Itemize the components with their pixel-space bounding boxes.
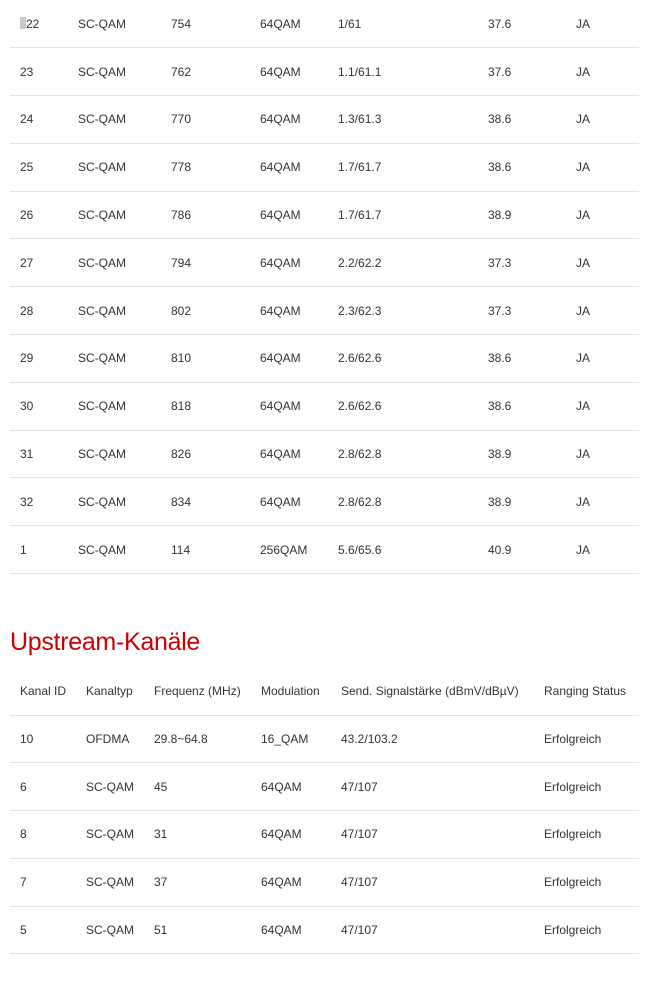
cell-channel-id: 32 xyxy=(20,494,34,509)
cell-signal-power: 1.3/61.3 xyxy=(338,112,382,127)
downstream-table-body xyxy=(10,0,639,574)
table-row xyxy=(10,715,639,763)
cell-lock-status: JA xyxy=(576,16,591,31)
cell-modulation: 64QAM xyxy=(261,827,302,842)
cell-lock-status: JA xyxy=(576,64,591,79)
cell-channel-id-text: 22 xyxy=(26,16,40,31)
cell-channel-type: SC-QAM xyxy=(78,494,126,509)
cell-frequency: 754 xyxy=(171,16,192,31)
cell-signal-power: 2.3/62.3 xyxy=(338,303,382,318)
cell-frequency: 51 xyxy=(154,923,168,938)
cell-snr: 38.6 xyxy=(488,399,512,414)
cell-channel-type: SC-QAM xyxy=(78,160,126,175)
cell-transmit-power: 43.2/103.2 xyxy=(341,731,398,746)
cell-channel-type: SC-QAM xyxy=(86,827,134,842)
cell-transmit-power: 47/107 xyxy=(341,779,378,794)
cell-channel-id: 10 xyxy=(20,731,34,746)
cell-lock-status: JA xyxy=(576,160,591,175)
cell-lock-status: JA xyxy=(576,447,591,462)
column-header-kanal-id: Kanal ID xyxy=(20,684,67,699)
cell-signal-power: 2.6/62.6 xyxy=(338,399,382,414)
cell-channel-id: 25 xyxy=(20,160,34,175)
cell-transmit-power: 47/107 xyxy=(341,923,378,938)
cell-snr: 37.3 xyxy=(488,303,512,318)
cell-channel-id: 5 xyxy=(20,923,27,938)
upstream-table-header xyxy=(10,668,639,715)
cell-modulation: 64QAM xyxy=(260,16,301,31)
upstream-channel-table xyxy=(10,668,639,954)
cell-modulation: 64QAM xyxy=(260,160,301,175)
cell-channel-id: 30 xyxy=(20,399,34,414)
cell-channel-id: 6 xyxy=(20,779,27,794)
column-header-kanaltyp: Kanaltyp xyxy=(86,684,133,699)
cell-snr: 38.6 xyxy=(488,351,512,366)
cell-channel-type: SC-QAM xyxy=(78,16,126,31)
cell-channel-id: 28 xyxy=(20,303,34,318)
table-row xyxy=(10,143,639,191)
cell-channel-type: SC-QAM xyxy=(78,255,126,270)
cell-frequency: 778 xyxy=(171,160,192,175)
cell-signal-power: 1/61 xyxy=(338,16,362,31)
cell-channel-id: 23 xyxy=(20,64,34,79)
cell-ranging-status: Erfolgreich xyxy=(544,923,602,938)
table-row xyxy=(10,430,639,478)
cell-lock-status: JA xyxy=(576,208,591,223)
table-row xyxy=(10,96,639,144)
cell-frequency: 114 xyxy=(171,542,191,557)
cell-modulation: 64QAM xyxy=(260,112,301,127)
table-row xyxy=(10,335,639,383)
downstream-channel-table xyxy=(10,0,639,574)
cell-signal-power: 2.2/62.2 xyxy=(338,255,382,270)
cell-frequency: 29.8~64.8 xyxy=(154,731,208,746)
cell-frequency: 762 xyxy=(171,64,192,79)
cell-channel-type: SC-QAM xyxy=(78,399,126,414)
cell-ranging-status: Erfolgreich xyxy=(544,731,602,746)
upstream-header-row xyxy=(10,668,639,715)
cell-modulation: 64QAM xyxy=(261,875,302,890)
cell-lock-status: JA xyxy=(576,494,591,509)
column-header-ranging-status: Ranging Status xyxy=(544,684,627,699)
table-row xyxy=(10,526,639,574)
cell-lock-status: JA xyxy=(576,303,591,318)
cell-signal-power: 1.1/61.1 xyxy=(338,64,382,79)
cell-frequency: 45 xyxy=(154,779,168,794)
cell-modulation: 64QAM xyxy=(260,255,301,270)
cell-channel-type: SC-QAM xyxy=(78,542,126,557)
cell-channel-id: 27 xyxy=(20,255,34,270)
cell-channel-id: 8 xyxy=(20,827,27,842)
cell-frequency: 802 xyxy=(171,303,192,318)
table-row xyxy=(10,191,639,239)
cell-channel-id xyxy=(10,0,78,48)
upstream-section-title: Upstream-Kanäle xyxy=(10,628,201,656)
cell-channel-id: 26 xyxy=(20,208,34,223)
cell-channel-type: OFDMA xyxy=(86,731,130,746)
cell-snr: 38.9 xyxy=(488,447,512,462)
cell-snr: 38.6 xyxy=(488,112,512,127)
cell-lock-status: JA xyxy=(576,112,591,127)
cell-lock-status: JA xyxy=(576,351,591,366)
cell-channel-id: 7 xyxy=(20,875,27,890)
cell-lock-status: JA xyxy=(576,255,591,270)
cell-channel-id: 31 xyxy=(20,447,34,462)
cell-snr: 38.9 xyxy=(488,494,512,509)
cell-signal-power: 1.7/61.7 xyxy=(338,208,382,223)
cell-channel-type: SC-QAM xyxy=(86,875,134,890)
cell-modulation: 64QAM xyxy=(260,399,301,414)
column-header-send-signalstaerke: Send. Signalstärke (dBmV/dBµV) xyxy=(341,684,519,699)
cell-snr: 38.6 xyxy=(488,160,512,175)
cell-ranging-status: Erfolgreich xyxy=(544,779,602,794)
column-header-frequenz: Frequenz (MHz) xyxy=(154,684,241,699)
cell-frequency: 770 xyxy=(171,112,192,127)
cell-modulation: 16_QAM xyxy=(261,731,309,746)
table-row xyxy=(10,287,639,335)
cell-frequency: 834 xyxy=(171,494,192,509)
cell-frequency: 37 xyxy=(154,875,168,890)
table-row xyxy=(10,382,639,430)
cell-snr: 40.9 xyxy=(488,542,512,557)
cell-channel-type: SC-QAM xyxy=(78,112,126,127)
cell-modulation: 256QAM xyxy=(260,542,308,557)
cell-modulation: 64QAM xyxy=(260,447,301,462)
table-row xyxy=(10,763,639,811)
cell-frequency: 818 xyxy=(171,399,192,414)
table-row xyxy=(10,858,639,906)
cell-modulation: 64QAM xyxy=(260,208,301,223)
cell-channel-id: 29 xyxy=(20,351,34,366)
table-row xyxy=(10,48,639,96)
cell-ranging-status: Erfolgreich xyxy=(544,827,602,842)
cell-transmit-power: 47/107 xyxy=(341,827,378,842)
table-row xyxy=(10,239,639,287)
table-row xyxy=(10,0,639,48)
table-row xyxy=(10,906,639,954)
cell-channel-type: SC-QAM xyxy=(86,779,134,794)
cell-channel-type: SC-QAM xyxy=(78,303,126,318)
cell-frequency: 810 xyxy=(171,351,192,366)
cell-frequency: 794 xyxy=(171,255,192,270)
table-row xyxy=(10,811,639,859)
cell-frequency: 31 xyxy=(154,827,168,842)
cell-channel-type: SC-QAM xyxy=(78,351,126,366)
cell-channel-type: SC-QAM xyxy=(86,923,134,938)
cell-snr: 37.6 xyxy=(488,16,512,31)
cell-modulation: 64QAM xyxy=(261,923,302,938)
cell-channel-id: 1 xyxy=(20,542,27,557)
cell-modulation: 64QAM xyxy=(260,494,301,509)
cell-signal-power: 1.7/61.7 xyxy=(338,160,382,175)
cell-lock-status: JA xyxy=(576,542,591,557)
cell-signal-power: 2.8/62.8 xyxy=(338,447,382,462)
cell-signal-power: 5.6/65.6 xyxy=(338,542,382,557)
cell-frequency: 786 xyxy=(171,208,192,223)
cell-snr: 37.6 xyxy=(488,64,512,79)
cell-channel-type: SC-QAM xyxy=(78,447,126,462)
cell-snr: 38.9 xyxy=(488,208,512,223)
cell-modulation: 64QAM xyxy=(260,64,301,79)
cell-modulation: 64QAM xyxy=(261,779,302,794)
cell-transmit-power: 47/107 xyxy=(341,875,378,890)
cell-channel-id: 24 xyxy=(20,112,34,127)
cell-signal-power: 2.8/62.8 xyxy=(338,494,382,509)
table-row xyxy=(10,478,639,526)
cell-channel-type: SC-QAM xyxy=(78,208,126,223)
cell-ranging-status: Erfolgreich xyxy=(544,875,602,890)
upstream-table-body xyxy=(10,715,639,954)
cell-channel-type: SC-QAM xyxy=(78,64,126,79)
cell-lock-status: JA xyxy=(576,399,591,414)
cell-frequency: 826 xyxy=(171,447,192,462)
cell-modulation: 64QAM xyxy=(260,351,301,366)
cell-signal-power: 2.6/62.6 xyxy=(338,351,382,366)
cell-modulation: 64QAM xyxy=(260,303,301,318)
cell-snr: 37.3 xyxy=(488,255,512,270)
column-header-modulation: Modulation xyxy=(261,684,320,699)
